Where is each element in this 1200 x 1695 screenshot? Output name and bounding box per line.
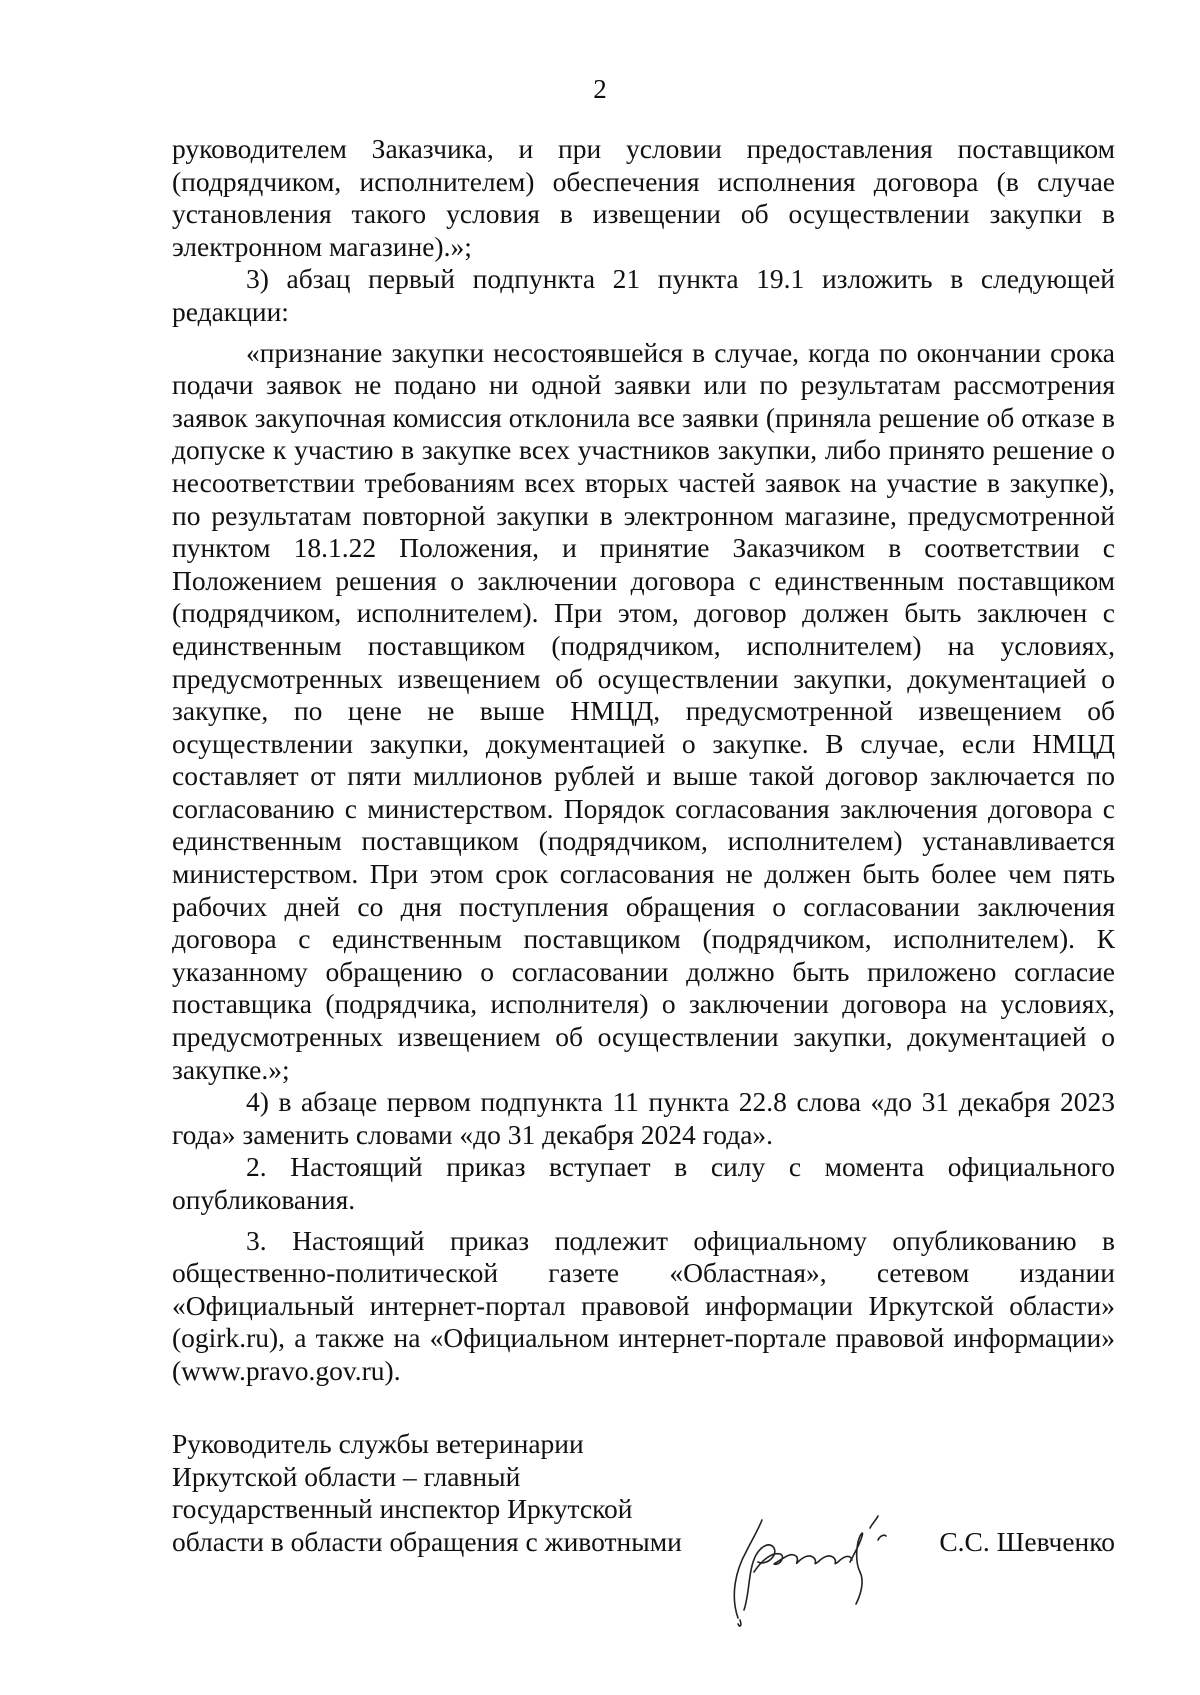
signatory-title-line-1: Руководитель службы ветеринарии — [172, 1428, 584, 1459]
signatory-title-line-3: государственный инспектор Иркутской — [172, 1493, 633, 1525]
signatory-title-line-2: Иркутской области – главный — [172, 1460, 521, 1492]
page-number: 2 — [593, 74, 607, 104]
paragraph-clause-2: 2. Настоящий приказ вступает в силу с момента официального опубликования. — [172, 1151, 1115, 1215]
signatory-title-line-4: области в области обращения с животными — [172, 1525, 682, 1557]
paragraph-item-4: 4) в абзаце первом подпункта 11 пункта 22.8 слова «до 31 декабря 2023 года» заменить словами «до 31 декабря 2024 года». — [172, 1086, 1115, 1150]
handwritten-signature — [700, 1500, 920, 1630]
paragraph-clause-3: 3. Настоящий приказ подлежит официальному опубликованию в общественно-политической газете «Областная», сетевом издании «Официальный интернет-портал правовой информации Иркутской области» (ogirk.ru), а также на «Официальном интернет-портале правовой информации» (www.pravo.gov.ru). — [172, 1224, 1115, 1386]
paragraph-quoted-text: «признание закупки несостоявшейся в случае, когда по окончании срока подачи заявок не подано ни одной заявки или по результатам рассмотрения заявок закупочная комиссия отклонила все заявки (приняла решение об отказе в допуске к участию в закупке всех участников закупки, либо принято решение о несоответствии требованиям всех вторых частей заявок на участие в закупке), по результатам повторной закупки в электронном магазине, предусмотренной пунктом 18.1.22 Положения, и принятие Заказчиком в соответствии с Положением решения о заключении договора с единственным поставщиком (подрядчиком, исполнителем). При этом, договор должен быть заключен с единственным поставщиком (подрядчиком, исполнителем) на условиях, предусмотренных извещением об осуществлении закупки, документацией о закупке, по цене не выше НМЦД, предусмотренной извещением об осуществлении закупки, документацией о закупке. В случае, если НМЦД составляет от пяти миллионов рублей и выше такой договор заключается по согласованию с министерством. Порядок согласования заключения договора с единственным поставщиком (подрядчиком, исполнителем) устанавливается министерством. При этом срок согласования не должен быть более чем пять рабочих дней со дня поступления обращения о согласовании заключения договора с единственным поставщиком (подрядчиком, исполнителем). К указанному обращению о согласовании должно быть приложено согласие поставщика (подрядчика, исполнителя) о заключении договора на условиях, предусмотренных извещением об осуществлении закупки, документацией о закупке.»; — [172, 336, 1115, 1085]
signatory-name: С.С. Шевченко — [939, 1525, 1115, 1557]
document-body — [172, 133, 1115, 1388]
paragraph-item-3: 3) абзац первый подпункта 21 пункта 19.1 изложить в следующей редакции: — [172, 263, 1115, 327]
paragraph-continuation: руководителем Заказчика, и при условии предоставления поставщиком (подрядчиком, исполнителем) обеспечения исполнения договора (в случае установления такого условия в извещении об осуществлении закупки в электронном магазине).»; — [172, 133, 1115, 262]
signature-block — [172, 1428, 1115, 1558]
